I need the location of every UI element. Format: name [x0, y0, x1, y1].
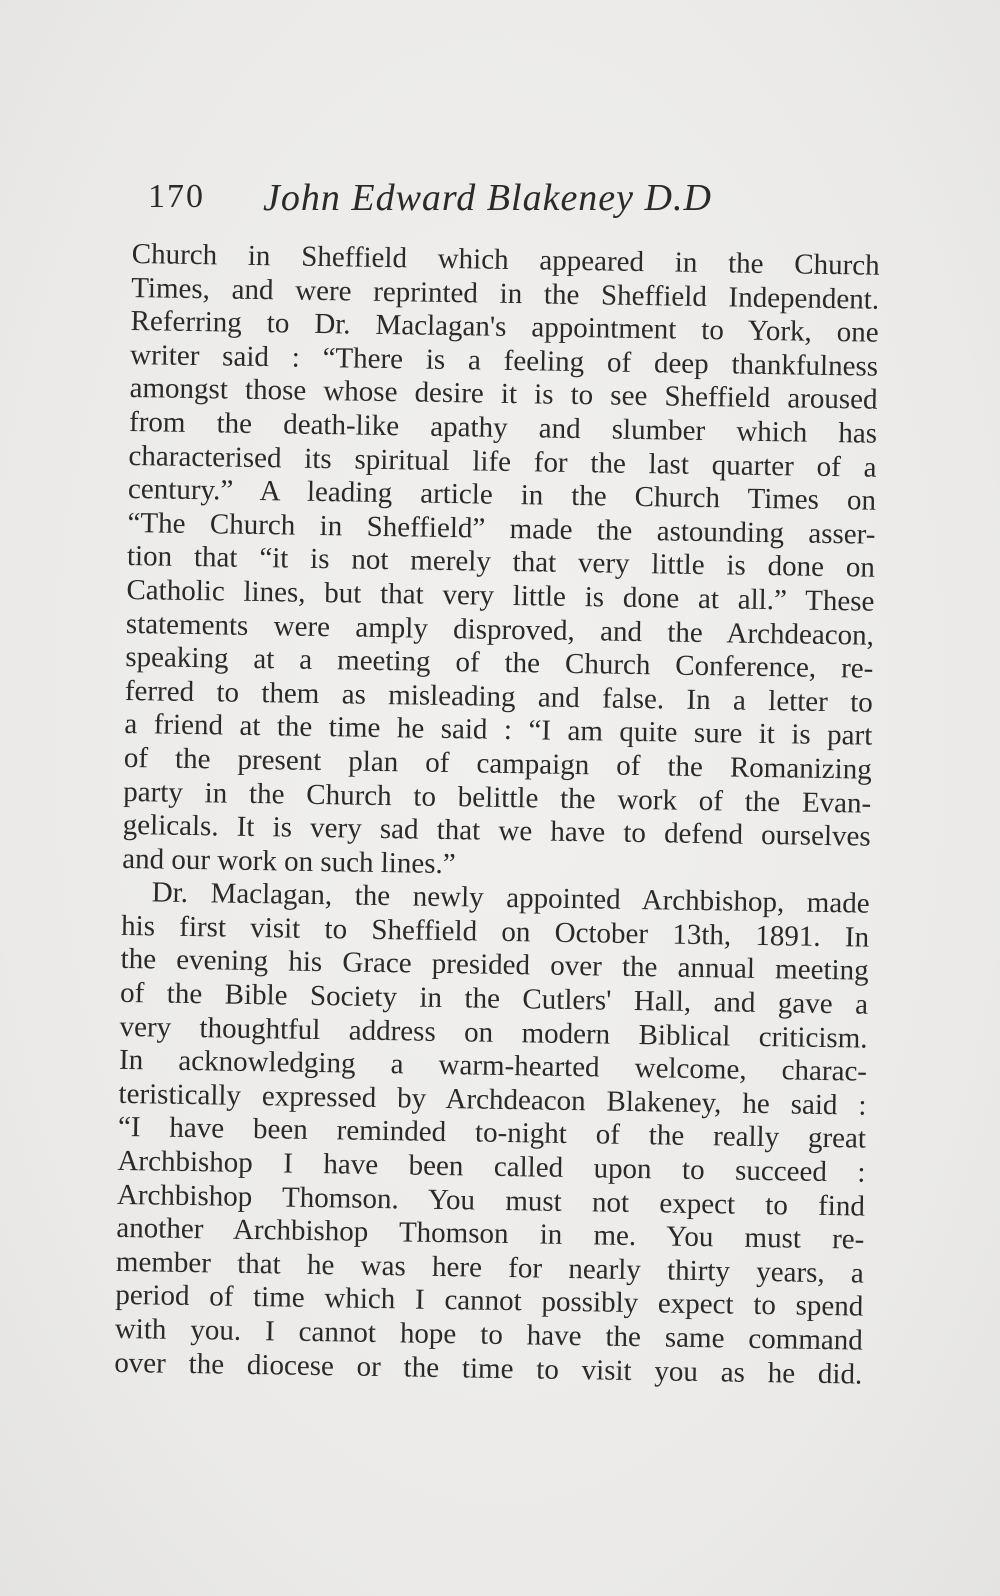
- text-line: the evening his Grace presided over the annual meeting: [120, 943, 869, 988]
- text-line: very thoughtful address on modern Biblical criticism.: [119, 1010, 868, 1055]
- body-text: [114, 238, 880, 1392]
- text-line: tion that “it is not merely that very little is done on: [126, 540, 876, 585]
- text-line: over the diocese or the time to visit you as he did.: [114, 1346, 863, 1391]
- text-line: amongst those whose desire it is to see Sheffield aroused: [129, 372, 878, 417]
- text-line: ferred to them as misleading and false. In a letter to: [124, 674, 874, 719]
- text-line: speaking at a meeting of the Church Conference, re-: [125, 641, 874, 685]
- text-line: statements were amply disproved, and the Archdeacon,: [125, 607, 875, 652]
- text-line: member that he was here for nearly thirty years, a: [115, 1245, 865, 1290]
- text-line: Referring to Dr. Maclagan's appointment to York, one: [130, 305, 879, 349]
- page-number: 170: [148, 178, 205, 215]
- text-line: Dr. Maclagan, the newly appointed Archbishop, made: [151, 876, 870, 920]
- text-line: of the present plan of campaign of the Romanizing: [123, 741, 872, 786]
- text-line: writer said : “There is a feeling of deep thankfulness: [129, 338, 879, 383]
- text-line: In acknowledging a warm-hearted welcome, charac-: [118, 1044, 868, 1088]
- text-line: of the Bible Society in the Cutlers' Hall, and gave a: [119, 976, 869, 1021]
- text-line: period of time which I cannot possibly expect to spend: [115, 1279, 864, 1324]
- text-line: teristically expressed by Archdeacon Blakeney, he said :: [118, 1077, 867, 1122]
- text-line: another Archbishop Thomson in me. You must re-: [116, 1212, 865, 1256]
- text-line: with you. I cannot hope to have the same command: [114, 1312, 864, 1357]
- text-line: a friend at the time he said : “I am quite sure it is part: [124, 708, 873, 752]
- running-title: John Edward Blakeney D.D: [263, 177, 712, 219]
- text-line: “The Church in Sheffield” made the astounding asser-: [127, 506, 876, 551]
- page-header: [148, 170, 888, 222]
- text-line: Archbishop I have been called upon to succeed :: [117, 1144, 866, 1189]
- text-line: Times, and were reprinted in the Sheffield Independent.: [130, 271, 880, 316]
- text-line: Catholic lines, but that very little is done at all.” These: [126, 573, 875, 618]
- text-line: his first visit to Sheffield on October 13th, 1891. In: [120, 909, 870, 954]
- text-line: “I have been reminded to-night of the really great: [117, 1111, 867, 1156]
- text-line: and our work on such lines.”: [121, 842, 456, 880]
- text-line: century.” A leading article in the Church Times on: [127, 473, 877, 517]
- text-line: gelicals. It is very sad that we have to defend ourselves: [122, 809, 871, 853]
- text-line: Archbishop Thomson. You must not expect to find: [116, 1178, 866, 1223]
- text-line: Church in Sheffield which appeared in the Church: [131, 238, 880, 282]
- text-line: party in the Church to belittle the work of the Evan-: [123, 775, 872, 820]
- text-line: characterised its spiritual life for the last quarter of a: [128, 439, 877, 484]
- text-line: from the death-like apathy and slumber which has: [128, 405, 878, 450]
